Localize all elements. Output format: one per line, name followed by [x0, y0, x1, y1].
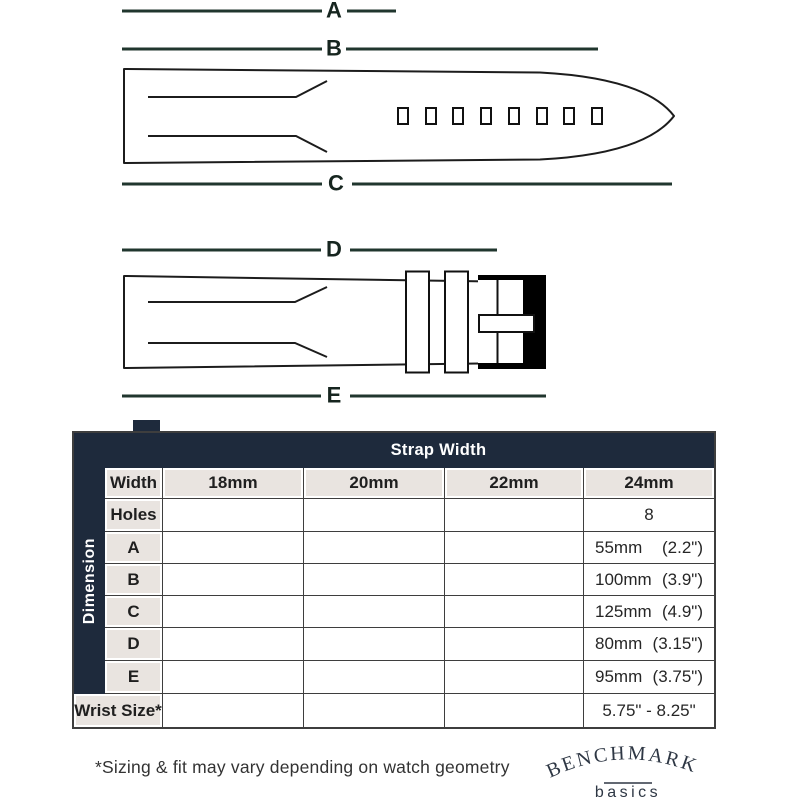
- cell-a-18mm: [163, 532, 304, 564]
- value-mm: 95mm: [595, 667, 643, 686]
- buckle-pin: [479, 315, 534, 332]
- dimension-label-d: D: [326, 236, 342, 262]
- cell-wrist-24mm: 5.75" - 8.25": [584, 694, 714, 727]
- brand-name-arc: BENCHMARK: [543, 742, 702, 783]
- cell-wrist-22mm: [445, 694, 584, 727]
- cell-holes-18mm: [163, 499, 304, 532]
- cell-d-18mm: [163, 628, 304, 661]
- col-header-width: Width: [105, 468, 163, 499]
- value-inch: (3.75"): [652, 667, 703, 686]
- value-mm: 125mm: [595, 601, 652, 621]
- row-label-c: C: [105, 596, 163, 628]
- row-label-wrist-size: Wrist Size*: [74, 694, 163, 727]
- dimension-label-a: A: [326, 0, 342, 23]
- dimension-label-c: C: [328, 170, 344, 196]
- strap-tail-outline: [124, 69, 674, 163]
- benchmark-basics-logo: [540, 738, 720, 800]
- cell-e-24mm: [584, 661, 714, 694]
- table-header-strap-width: [74, 433, 714, 468]
- keeper-loop: [406, 272, 429, 373]
- cell-e-22mm: [445, 661, 584, 694]
- col-header-24mm: 24mm: [584, 468, 714, 499]
- cell-c-20mm: [304, 596, 445, 628]
- strap-buckle-outline: [124, 272, 546, 373]
- cell-holes-24mm: 8: [584, 499, 714, 532]
- value-inch: (2.2"): [662, 537, 703, 557]
- value-mm: 100mm: [595, 569, 652, 589]
- row-label-holes: Holes: [105, 499, 163, 532]
- cell-b-24mm: [584, 564, 714, 596]
- cell-b-18mm: [163, 564, 304, 596]
- cell-e-18mm: [163, 661, 304, 694]
- svg-text:BENCHMARK: [543, 742, 701, 782]
- value-inch: (3.9"): [662, 569, 703, 589]
- sizing-footnote: *Sizing & fit may vary depending on watch geometry: [95, 757, 510, 777]
- dimension-label-e: E: [326, 382, 342, 408]
- cell-holes-20mm: [304, 499, 445, 532]
- value-mm: 80mm: [595, 634, 643, 653]
- cell-b-20mm: [304, 564, 445, 596]
- buckle: [478, 275, 546, 369]
- row-label-d: D: [105, 628, 163, 661]
- cell-c-18mm: [163, 596, 304, 628]
- col-header-20mm: 20mm: [304, 468, 445, 499]
- col-header-18mm: 18mm: [163, 468, 304, 499]
- row-label-b: B: [105, 564, 163, 596]
- cell-c-24mm: [584, 596, 714, 628]
- cell-d-22mm: [445, 628, 584, 661]
- dimension-sidebar-label: Dimension: [80, 537, 98, 625]
- cell-a-22mm: [445, 532, 584, 564]
- brand-sub-label: basics: [594, 784, 662, 800]
- dimension-sidebar: [74, 468, 105, 694]
- cell-holes-22mm: [445, 499, 584, 532]
- dimension-label-b: B: [326, 35, 342, 61]
- value-mm: 55mm: [595, 537, 643, 557]
- row-label-e: E: [105, 661, 163, 694]
- cell-a-20mm: [304, 532, 445, 564]
- cell-c-22mm: [445, 596, 584, 628]
- strap-spec-table: [72, 431, 716, 729]
- cell-wrist-20mm: [304, 694, 445, 727]
- keeper-loop: [445, 272, 468, 373]
- value-inch: (3.15"): [652, 634, 703, 653]
- strap-width-title: Strap Width: [390, 441, 487, 459]
- row-label-a: A: [105, 532, 163, 564]
- cell-d-24mm: [584, 628, 714, 661]
- cell-wrist-18mm: [163, 694, 304, 727]
- value-inch: (4.9"): [662, 601, 703, 621]
- cell-e-20mm: [304, 661, 445, 694]
- cell-b-22mm: [445, 564, 584, 596]
- col-header-22mm: 22mm: [445, 468, 584, 499]
- cell-a-24mm: [584, 532, 714, 564]
- cell-d-20mm: [304, 628, 445, 661]
